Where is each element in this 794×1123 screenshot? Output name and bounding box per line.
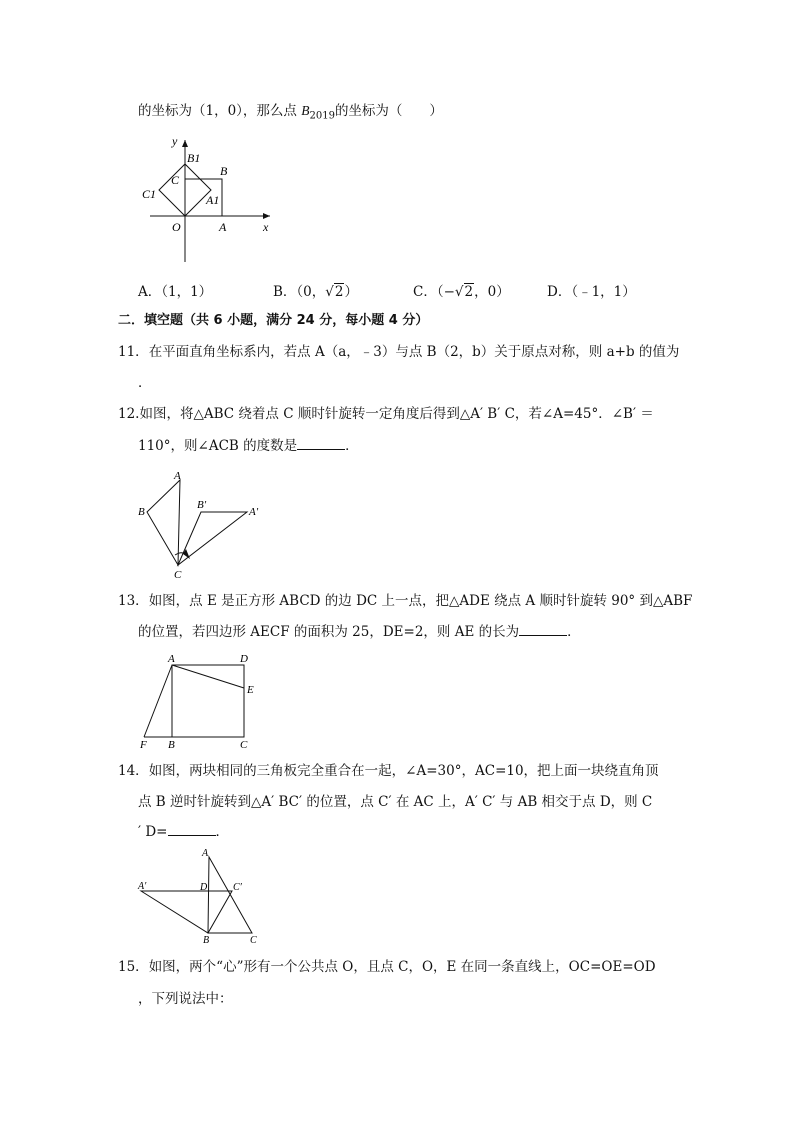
q14-text-line3: ′ D= xyxy=(138,824,168,840)
q13-text-line1: 如图，点 E 是正方形 ABCD 的边 DC 上一点，把△ADE 绕点 A 顺时针旋转 90° 到△ABF xyxy=(148,593,693,609)
q10-option-a: A．（1，1） xyxy=(138,284,213,300)
q13-text-end: ． xyxy=(567,624,581,640)
q14-number: 14． xyxy=(118,763,149,779)
q12-answer-blank[interactable] xyxy=(297,437,345,450)
label-c: C xyxy=(250,935,257,946)
q12-figure xyxy=(135,468,270,583)
q15-text-line2: ，下列说法中： xyxy=(138,991,233,1007)
q12-text-line1: 如图，将△ABC 绕着点 C 顺时针旋转一定角度后得到△A′ B′ C，若∠A=45°．∠B′ ＝ xyxy=(139,406,654,422)
label-c1: C1 xyxy=(142,187,157,201)
q14-line3 xyxy=(138,823,229,841)
label-a: A xyxy=(168,653,175,665)
q12-text-end: ． xyxy=(345,438,359,454)
q14-text-end: ． xyxy=(215,824,229,840)
segment-af xyxy=(144,665,172,737)
x-axis-arrow xyxy=(263,213,270,219)
q11-text-line2: ． xyxy=(138,375,152,391)
q10-text xyxy=(138,102,443,126)
q13-number: 13． xyxy=(118,593,149,609)
q15-number: 15． xyxy=(118,959,149,975)
option-c-close: ，0） xyxy=(474,284,510,300)
q10-point-subscript: 2019 xyxy=(309,110,335,122)
q13-line2 xyxy=(138,623,581,641)
label-b-prime: B′ xyxy=(197,499,207,511)
option-c-letter: C． xyxy=(413,284,437,300)
label-c: C xyxy=(171,173,180,187)
q14-text-line1: 如图，两块相同的三角板完全重合在一起，∠A=30°，AC=10，把上面一块绕直角顶 xyxy=(148,763,659,779)
label-a: A xyxy=(174,470,181,482)
square-abcd xyxy=(172,665,244,737)
label-a-prime: A′ xyxy=(249,506,259,518)
q10-point-var: B xyxy=(301,103,310,118)
label-a1: A1 xyxy=(206,193,220,207)
q13-answer-blank[interactable] xyxy=(519,623,567,636)
q12-number: 12. xyxy=(118,406,140,422)
label-a: A xyxy=(202,848,209,859)
label-d: D xyxy=(200,882,208,893)
label-b: B xyxy=(203,935,210,946)
q12-text-line2: 110°，则∠ACB 的度数是 xyxy=(138,438,298,454)
option-c-radicand: 2 xyxy=(464,284,474,300)
label-f: F xyxy=(140,739,147,750)
q10-text-post: 的坐标为（ ） xyxy=(334,103,443,119)
label-b1: B1 xyxy=(187,151,201,165)
q10-figure xyxy=(135,132,280,267)
label-e: E xyxy=(247,684,254,696)
label-b: B xyxy=(220,164,228,178)
option-b-letter: B． xyxy=(273,284,297,300)
label-c: C xyxy=(174,569,182,581)
label-d: D xyxy=(240,653,248,665)
option-b-close: ） xyxy=(344,284,358,300)
option-c-open: （− xyxy=(436,284,455,300)
label-x: x xyxy=(263,220,269,234)
segment-ae xyxy=(172,665,244,688)
label-a-prime: A′ xyxy=(138,881,147,892)
q14-text-line2: 点 B 逆时针旋转到△A′ BC′ 的位置，点 C′ 在 AC 上，A′ C′ 与 AB 相交于点 D，则 C xyxy=(138,794,653,810)
label-o: O xyxy=(172,220,181,234)
label-a: A xyxy=(219,220,227,234)
q14-figure xyxy=(135,845,265,947)
q12 xyxy=(118,405,654,423)
section-heading: 二．填空题（共 6 小题，满分 24 分，每小题 4 分） xyxy=(118,313,429,328)
label-c-prime: C′ xyxy=(233,882,242,893)
q15-text-line1: 如图，两个“心”形有一个公共点 O，且点 C，O，E 在同一条直线上，OC=OE=OD xyxy=(148,959,656,975)
q11 xyxy=(118,343,679,361)
option-b-open: （0， xyxy=(296,284,326,300)
label-y: y xyxy=(172,134,178,148)
q11-text-line1: 在平面直角坐标系内，若点 A（a，﹣3）与点 B（2，b）关于原点对称，则 a+b 的值为 xyxy=(148,344,680,360)
q10-option-b: B．（0，√2） xyxy=(273,284,358,300)
option-b-radicand: 2 xyxy=(334,284,344,300)
label-b: B xyxy=(168,739,175,750)
q13 xyxy=(118,592,692,610)
q14 xyxy=(118,762,659,780)
label-c: C xyxy=(240,739,248,750)
triangle-abc xyxy=(147,480,180,565)
q13-text-line2: 的位置，若四边形 AECF 的面积为 25，DE=2，则 AE 的长为 xyxy=(138,624,520,640)
q10-option-c: C．（−√2，0） xyxy=(413,284,510,300)
q13-figure xyxy=(135,650,265,750)
q10-text-pre: 的坐标为（1，0），那么点 xyxy=(138,103,302,119)
q14-answer-blank[interactable] xyxy=(168,823,216,836)
q15 xyxy=(118,958,656,976)
label-b: B xyxy=(138,506,145,518)
y-axis-arrow xyxy=(182,140,188,147)
triangle-abc-prime xyxy=(141,891,232,933)
q12-line2 xyxy=(138,437,359,455)
q10-option-d: D．（﹣1，1） xyxy=(547,284,636,300)
q11-number: 11． xyxy=(118,344,149,360)
